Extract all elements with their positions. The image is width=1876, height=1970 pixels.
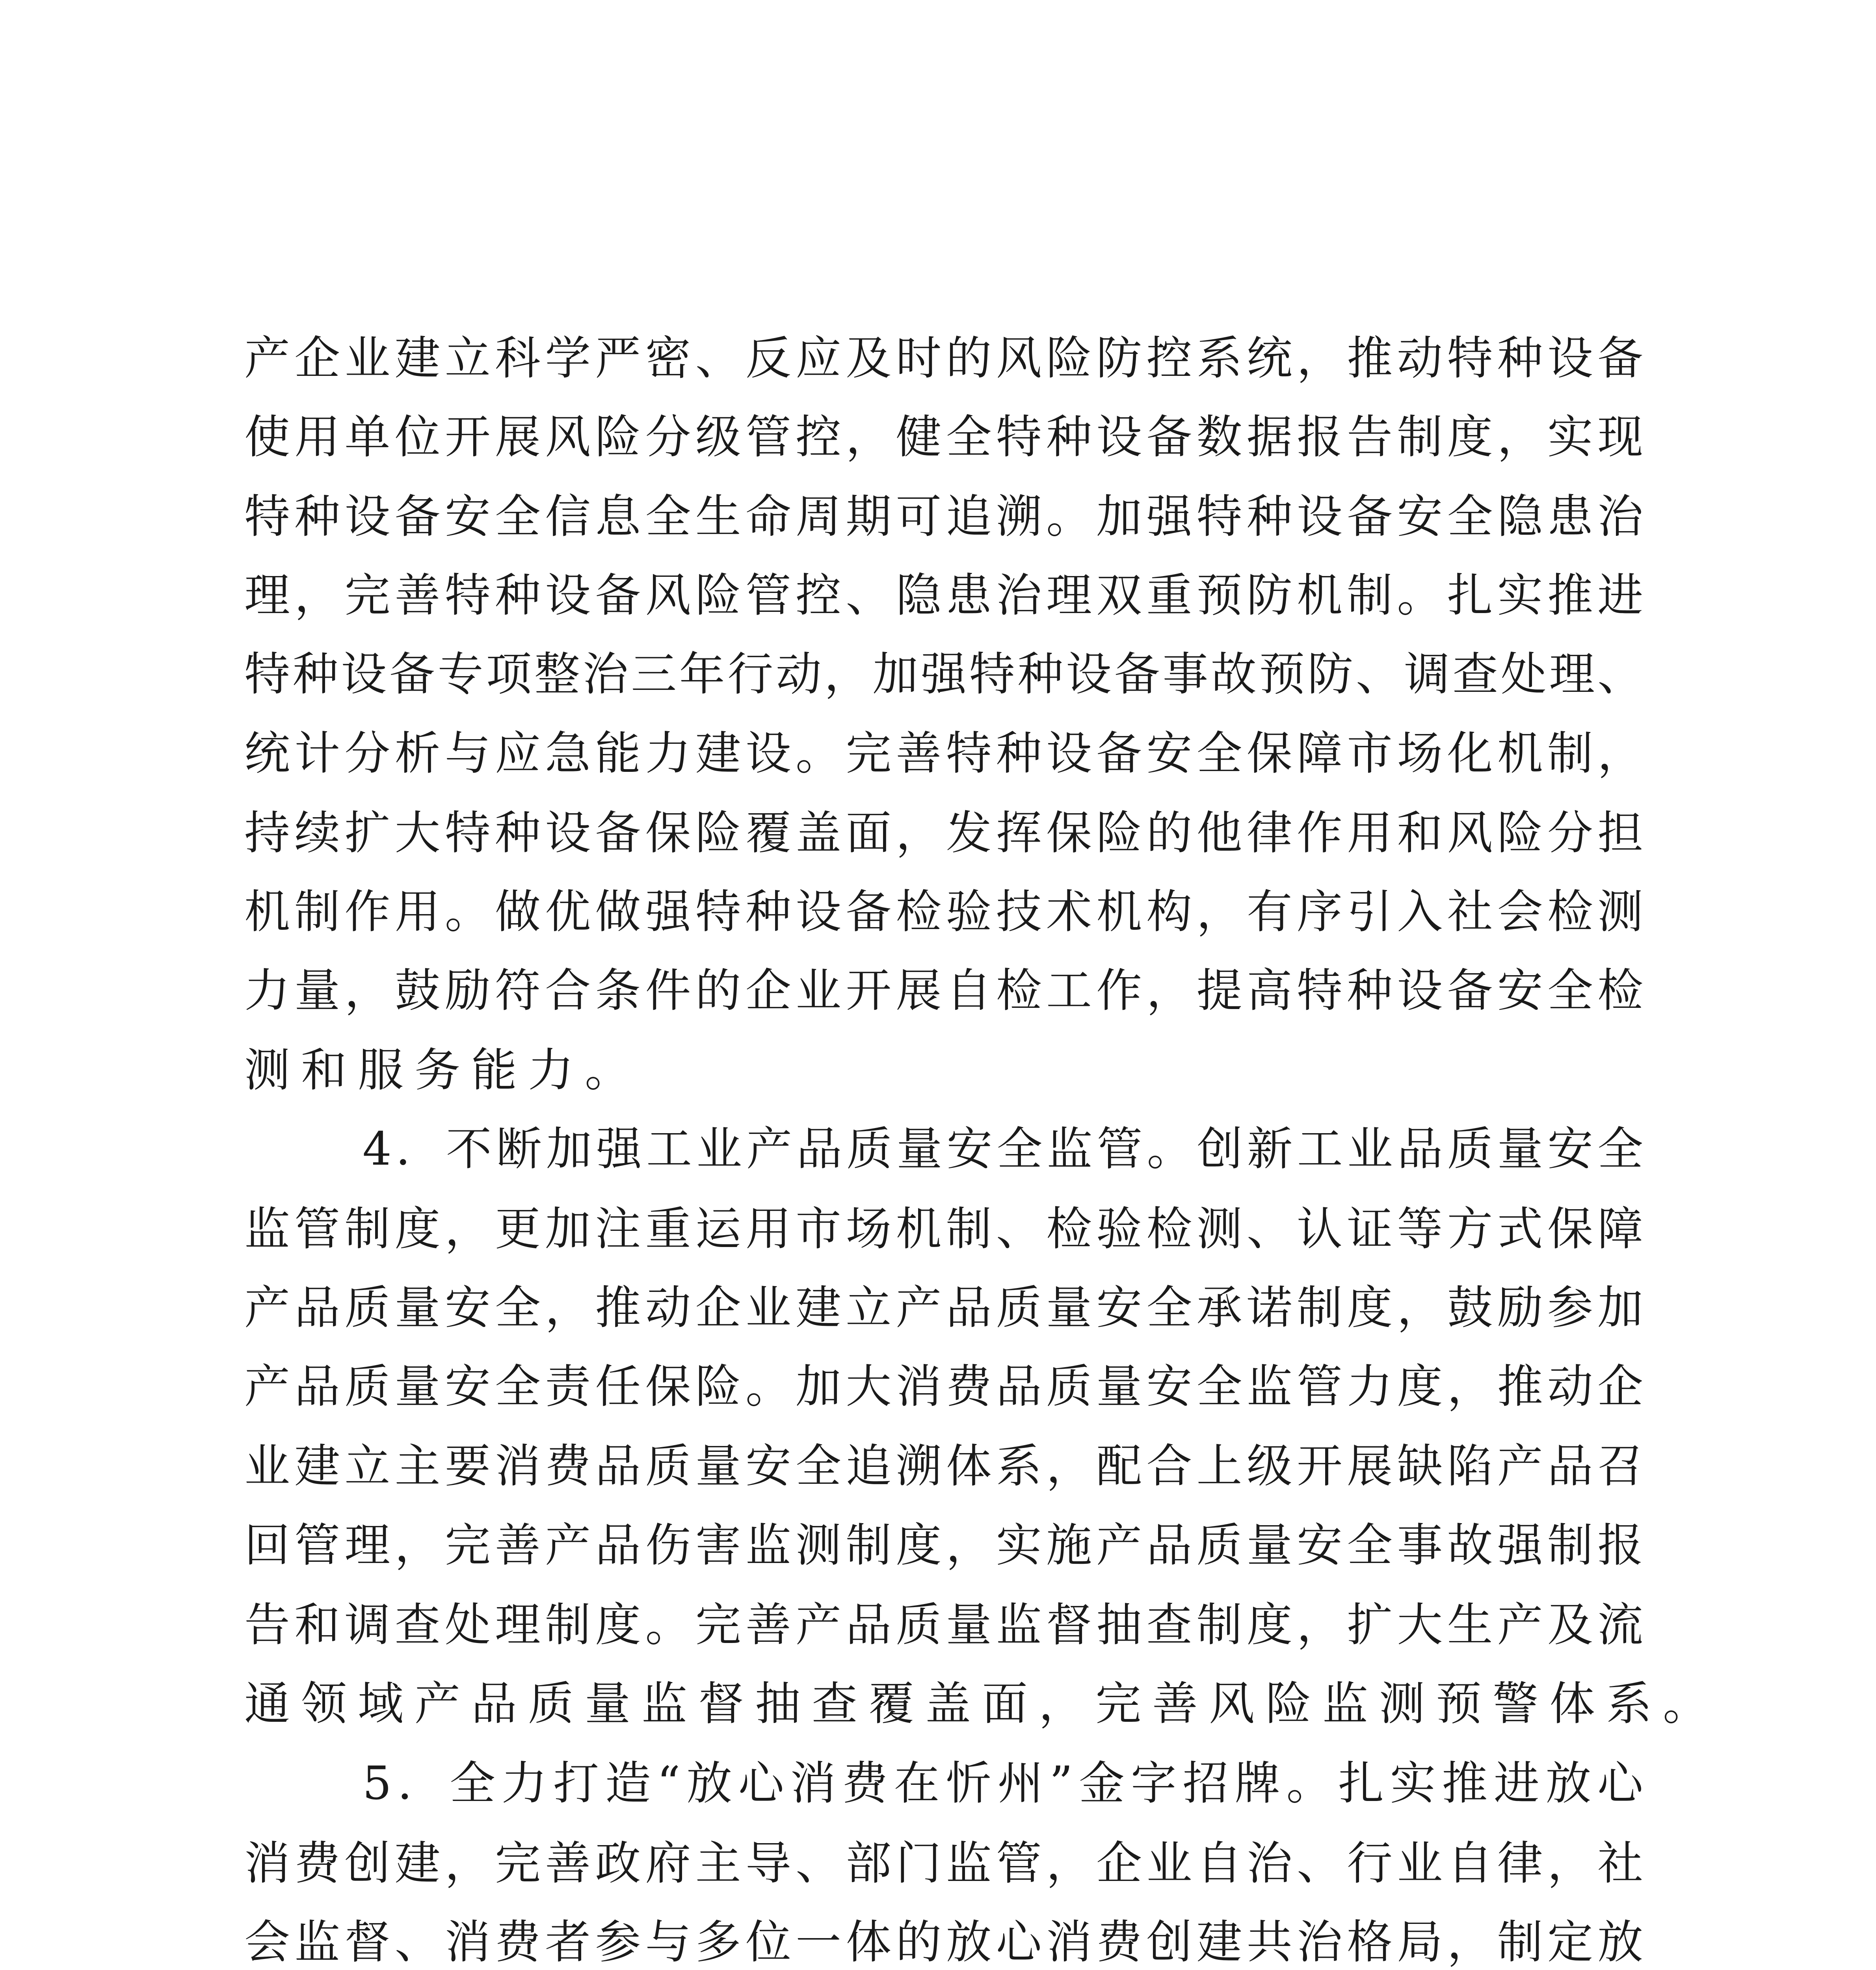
body-line-3: 特种设备安全信息全生命周期可追溯。加强特种设备安全隐患治 [244,490,1643,543]
body-line-5: 特种设备专项整治三年行动，加强特种设备事故预防、调查处理、 [244,648,1643,701]
body-line-21: 会监督、消费者参与多位一体的放心消费创建共治格局，制定放 [244,1916,1643,1969]
body-line-14: 产品质量安全责任保险。加大消费品质量安全监管力度，推动企 [244,1360,1643,1413]
body-line-4: 理，完善特种设备风险管控、隐患治理双重预防机制。扎实推进 [244,569,1643,622]
body-line-16: 回管理，完善产品伤害监测制度，实施产品质量安全事故强制报 [244,1519,1643,1572]
body-line-20: 消费创建，完善政府主导、部门监管，企业自治、行业自律，社 [244,1837,1643,1890]
body-line-12: 监管制度，更加注重运用市场机制、检验检测、认证等方式保障 [244,1202,1643,1256]
body-line-13: 产品质量安全，推动企业建立产品质量安全承诺制度，鼓励参加 [244,1281,1643,1334]
body-line-18: 通领域产品质量监督抽查覆盖面，完善风险监测预警体系。 [244,1677,1720,1730]
paragraph-4-heading-line: 4．不断加强工业产品质量安全监管。创新工业品质量安全 [363,1123,1643,1176]
body-line-9: 力量，鼓励符合条件的企业开展自检工作，提高特种设备安全检 [244,964,1643,1017]
paragraph-5-heading-line: 5．全力打造“放心消费在忻州”金字招牌。扎实推进放心 [363,1757,1643,1810]
body-line-17: 告和调查处理制度。完善产品质量监督抽查制度，扩大生产及流 [244,1598,1643,1652]
body-line-8: 机制作用。做优做强特种设备检验技术机构，有序引入社会检测 [244,885,1643,939]
body-line-2: 使用单位开展风险分级管控，健全特种设备数据报告制度，实现 [244,411,1643,464]
body-line-1: 产企业建立科学严密、反应及时的风险防控系统，推动特种设备 [244,332,1643,385]
body-line-7: 持续扩大特种设备保险覆盖面，发挥保险的他律作用和风险分担 [244,807,1643,860]
body-line-15: 业建立主要消费品质量安全追溯体系，配合上级开展缺陷产品召 [244,1440,1643,1493]
body-line-6: 统计分析与应急能力建设。完善特种设备安全保障市场化机制， [244,727,1643,780]
body-line-10: 测和服务能力。 [244,1044,641,1097]
